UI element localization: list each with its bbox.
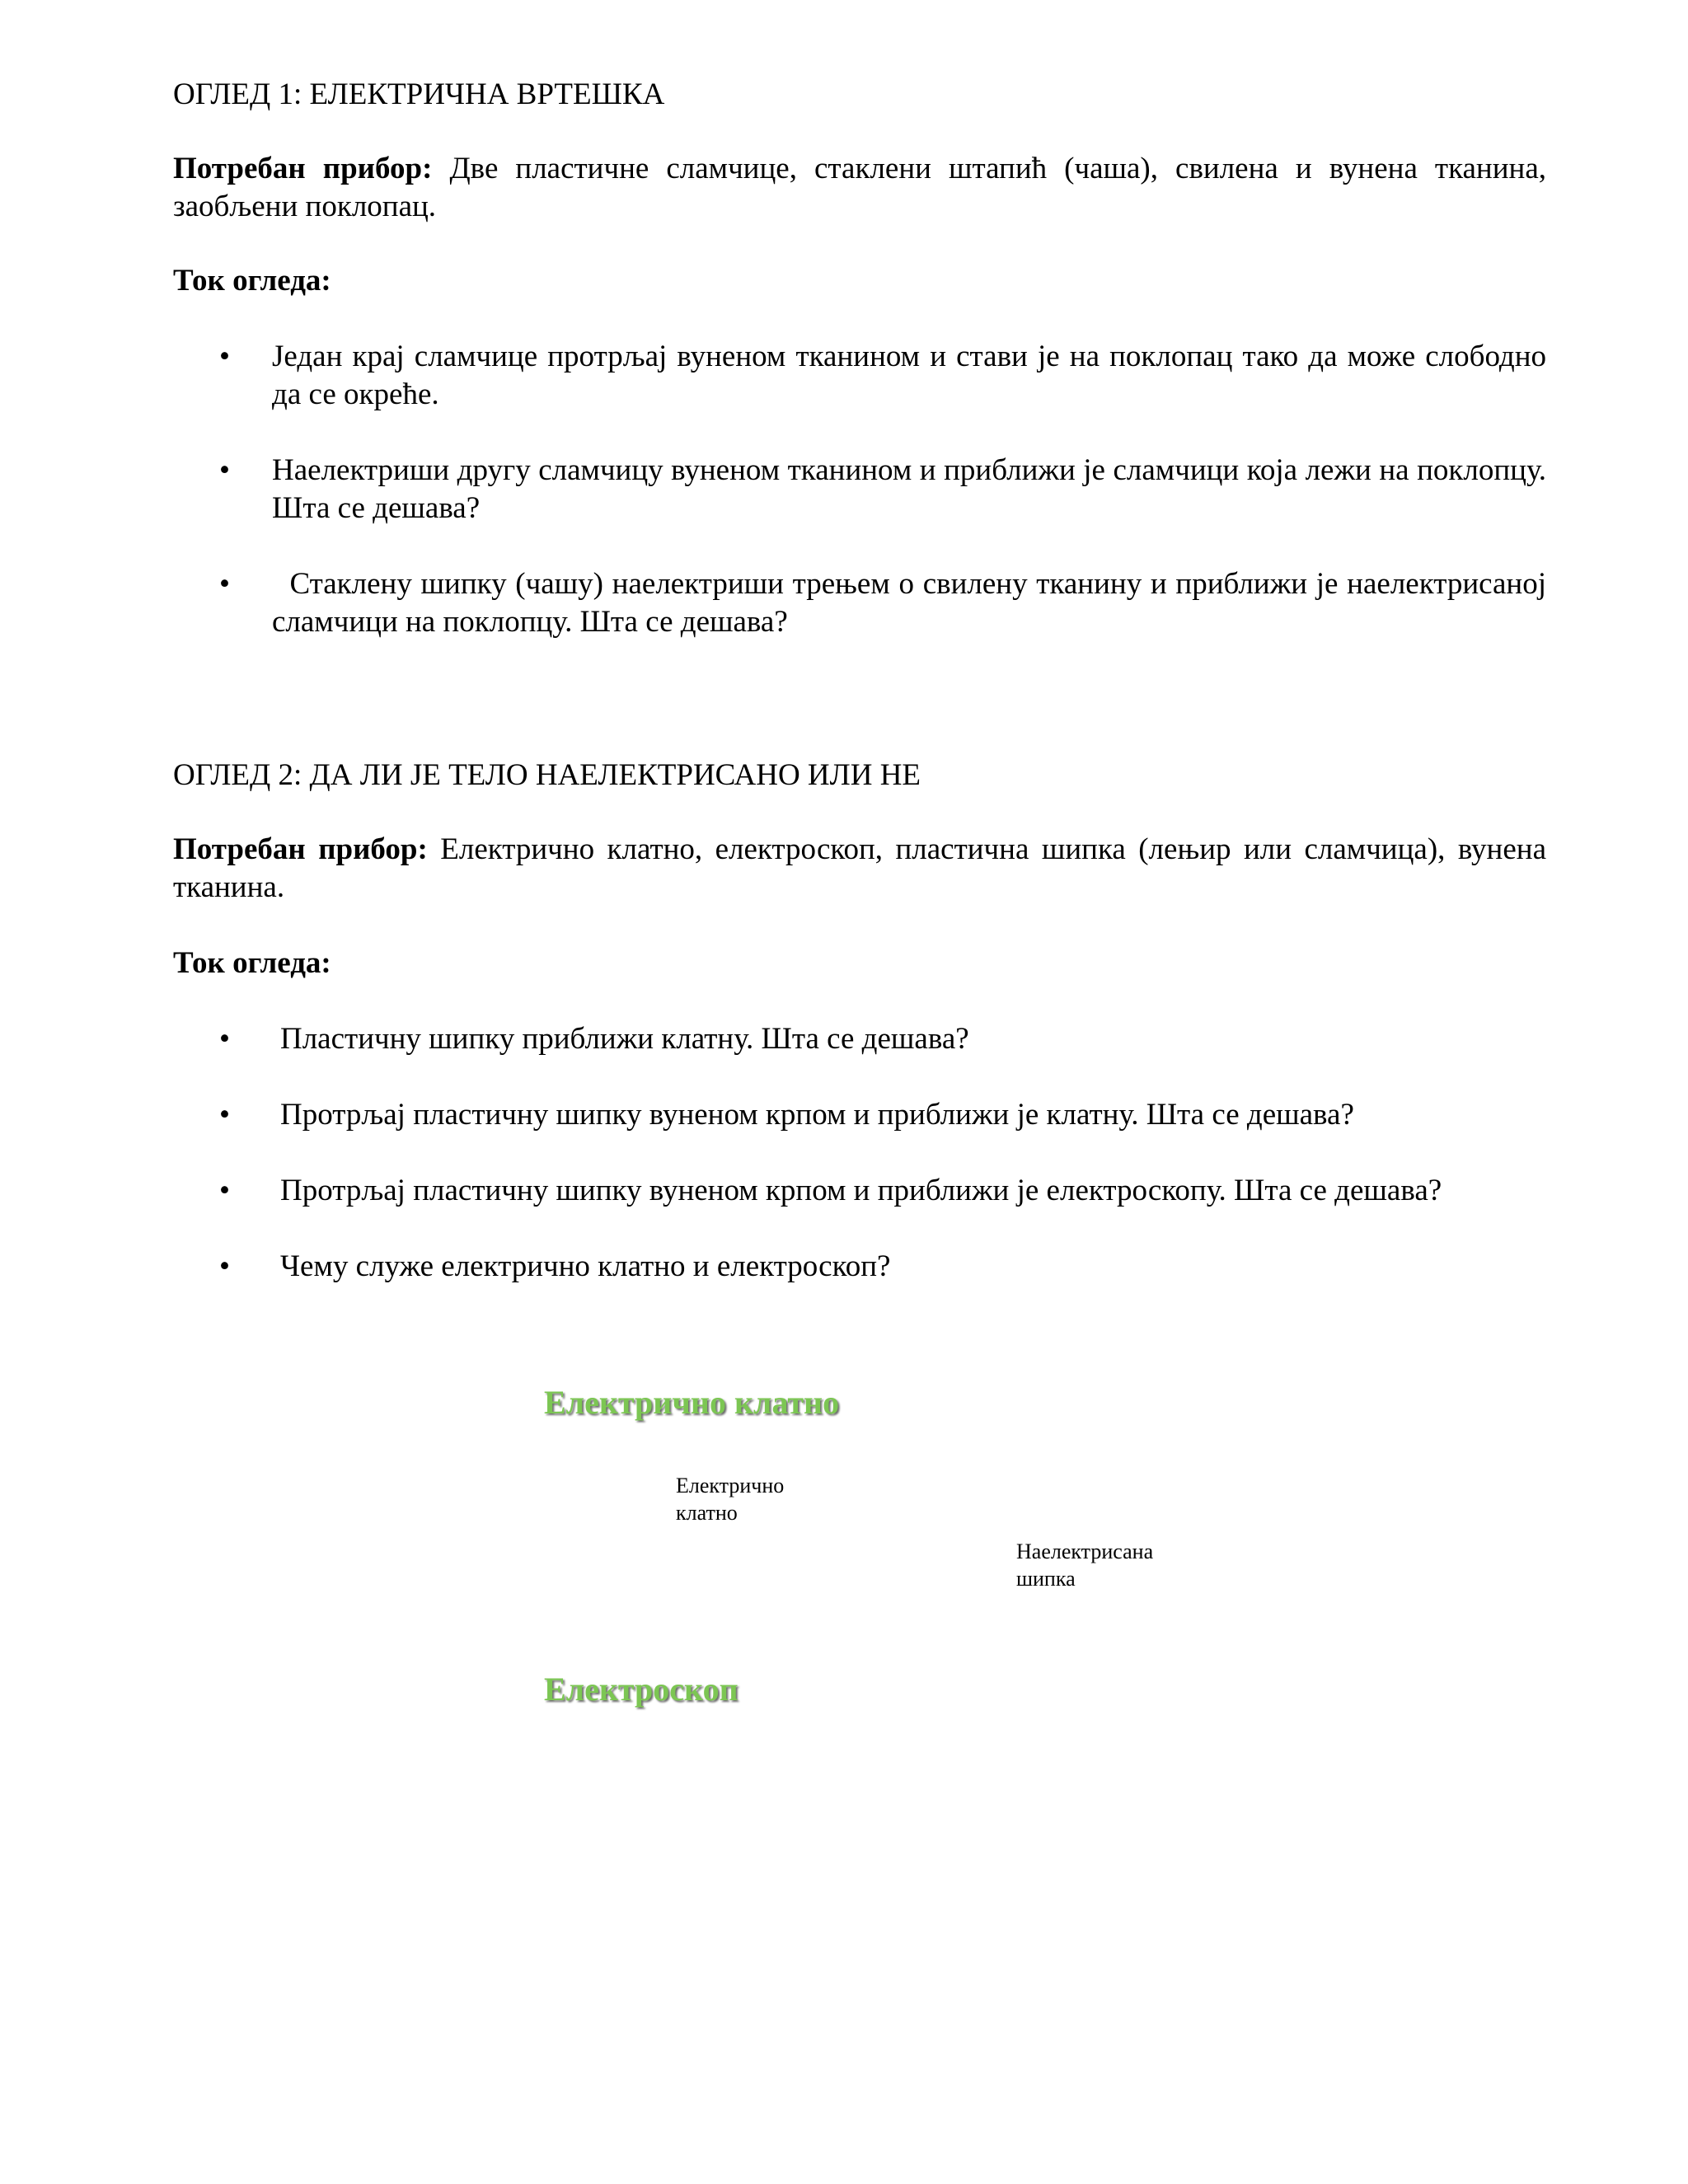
experiment1-step-3 bbox=[173, 565, 1554, 641]
experiment2-step-1 bbox=[173, 1020, 1546, 1058]
bullet-icon: • bbox=[219, 453, 230, 487]
experiment2-step-text: Пластичну шипку приближи клатну. Шта се дешава? bbox=[280, 1022, 969, 1056]
experiment1-equipment bbox=[173, 150, 1546, 226]
experiment2-equipment-text: Електрично клатно, електроскоп, пластична шипка (лењир или сламчица), вунена тканина. bbox=[173, 832, 1546, 904]
experiment2-step-3 bbox=[173, 1172, 1546, 1210]
pendulum-label-line1: Електрично bbox=[676, 1474, 785, 1497]
charged-rod-label-line1: Наелектрисана bbox=[1016, 1540, 1154, 1563]
bullet-icon: • bbox=[219, 567, 230, 601]
electroscope-figure-title: Електроскоп bbox=[544, 1671, 738, 1708]
experiment2-title: ОГЛЕД 2: ДА ЛИ ЈЕ ТЕЛО НАЕЛЕКТРИСАНО ИЛИ НЕ bbox=[173, 758, 921, 792]
bullet-icon: • bbox=[219, 1098, 230, 1132]
experiment2-step-text: Протрљај пластичну шипку вуненом крпом и приближи је клатну. Шта се дешава? bbox=[280, 1098, 1354, 1132]
experiment2-step-text: Протрљај пластичну шипку вуненом крпом и приближи је електроскопу. Шта се дешава? bbox=[280, 1174, 1442, 1207]
pendulum-label bbox=[676, 1472, 784, 1526]
experiment1-step-text: Стаклену шипку (чашу) наелектриши трењем о свилену тканину и приближи је наелектрисаној сламчици на поклопцу. Шта се дешава? bbox=[272, 567, 1554, 639]
experiment2-step-4 bbox=[173, 1248, 1546, 1286]
experiment2-equipment bbox=[173, 831, 1546, 907]
experiment1-title: ОГЛЕД 1: ЕЛЕКТРИЧНА ВРТЕШКА bbox=[173, 77, 665, 111]
bullet-icon: • bbox=[219, 1249, 230, 1283]
experiment2-step-text: Чему служе електрично клатно и електроскоп? bbox=[280, 1249, 891, 1283]
experiment1-equipment-label: Потребан прибор: bbox=[173, 152, 433, 185]
experiment2-procedure-label: Ток огледа: bbox=[173, 946, 331, 980]
experiment1-step-2 bbox=[173, 452, 1546, 527]
experiment1-equipment-text: Две пластичне сламчице, стаклени штапић (чаша), свилена и вунена тканина, заобљени поклопац. bbox=[173, 152, 1546, 223]
experiment1-procedure-label: Ток огледа: bbox=[173, 264, 331, 298]
charged-rod-label-line2: шипка bbox=[1016, 1567, 1076, 1591]
bullet-icon: • bbox=[219, 340, 230, 373]
bullet-icon: • bbox=[219, 1174, 230, 1207]
experiment1-step-text: Наелектриши другу сламчицу вуненом тканином и приближи је сламчици која лежи на поклопцу. Шта се дешава? bbox=[272, 453, 1546, 525]
pendulum-figure-title: Електрично клатно bbox=[544, 1384, 840, 1421]
experiment2-step-2 bbox=[173, 1096, 1546, 1134]
charged-rod-label bbox=[1016, 1538, 1153, 1592]
pendulum-label-line2: клатно bbox=[676, 1501, 738, 1525]
bullet-icon: • bbox=[219, 1022, 230, 1056]
experiment1-step-1 bbox=[173, 338, 1546, 414]
experiment1-step-text: Један крај сламчице протрљај вуненом тканином и стави је на поклопац тако да може слободно да се окреће. bbox=[272, 340, 1546, 411]
experiment2-equipment-label: Потребан прибор: bbox=[173, 832, 428, 866]
